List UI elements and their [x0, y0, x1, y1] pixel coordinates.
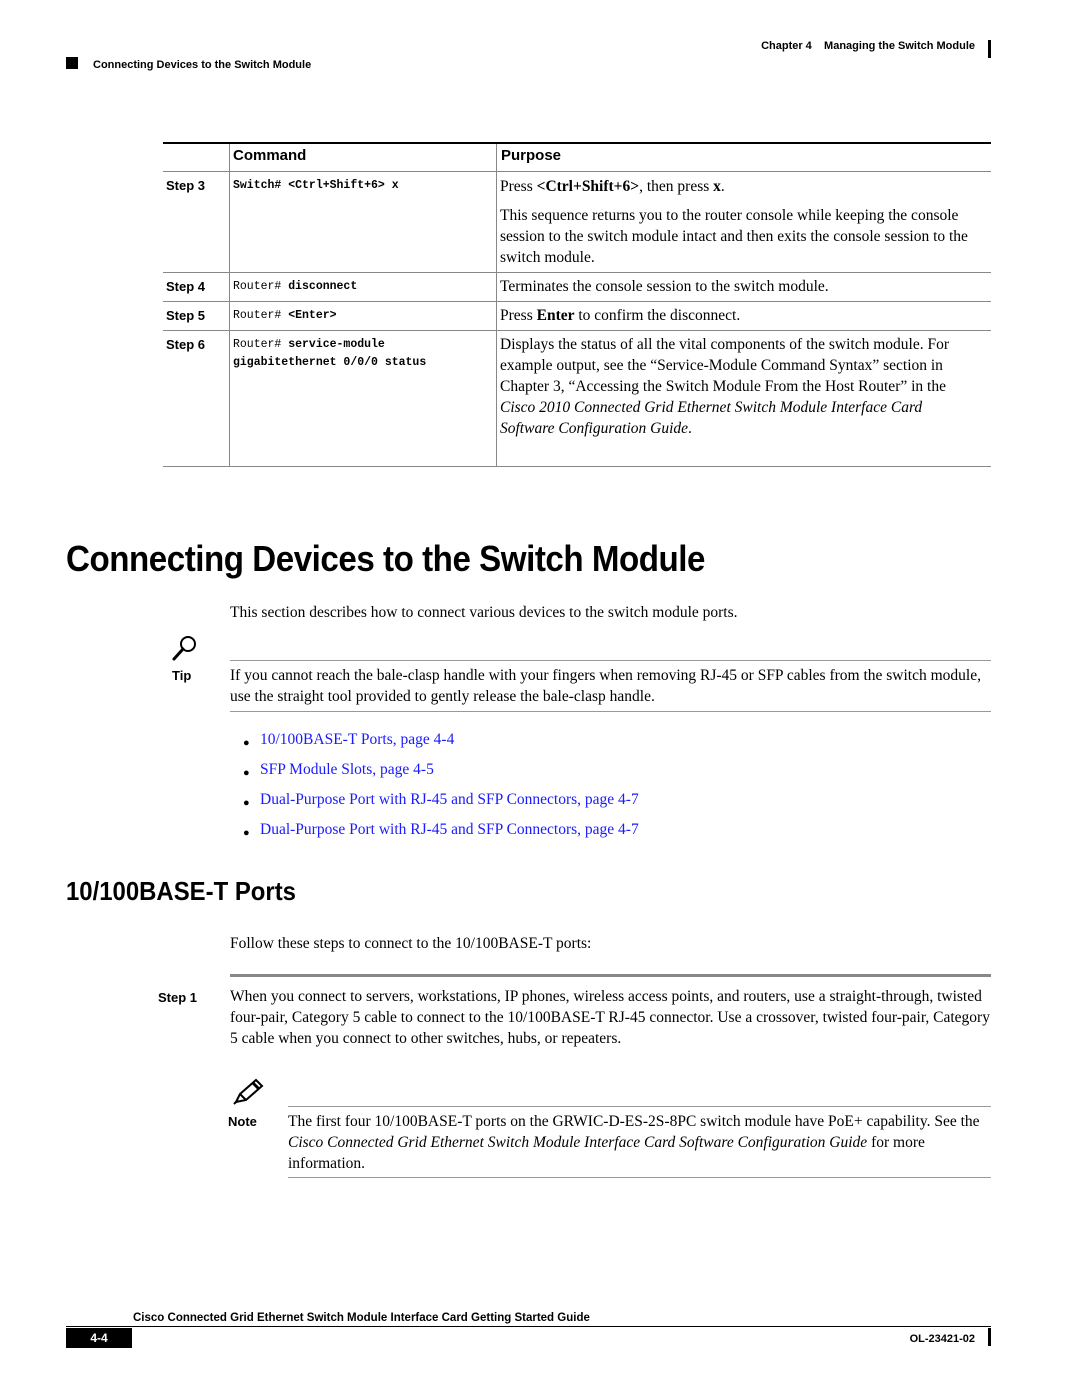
list-item [243, 791, 639, 811]
command-text: Router# service-module [233, 338, 385, 351]
table-header-purpose: Purpose [501, 147, 562, 164]
tip-text: If you cannot reach the bale-clasp handle with your fingers when removing RJ-45 or SFP cables from the switch module, use the straight tool provided to gently release the bale-clasp handle. [230, 667, 981, 705]
step-label: Step 3 [166, 178, 206, 193]
command-text: Router# <Enter> [233, 309, 337, 322]
note-text: The first four 10/100BASE-T ports on the GRWIC-D-ES-2S-8PC switch module have PoE+ capability. See the Cisco Connected Grid Ethernet Switch Module Interface Card Software Configuration Guide for more information. [288, 1113, 980, 1172]
list-item [243, 731, 455, 751]
section-title: Connecting Devices to the Switch Module [66, 538, 706, 579]
link-sfp-module-slots[interactable]: SFP Module Slots, page 4-5 [260, 761, 434, 778]
bullet-icon: ● [243, 767, 250, 779]
table-header-rule [163, 171, 991, 172]
list-item [243, 821, 639, 841]
section-intro: This section describes how to connect various devices to the switch module ports. [230, 604, 738, 621]
header-rule-bar [988, 40, 991, 58]
table-header-command: Command [233, 147, 307, 164]
bullet-icon: ● [243, 737, 250, 749]
bullet-icon: ● [243, 827, 250, 839]
subsection-title: 10/100BASE-T Ports [66, 876, 296, 906]
command-text: Router# disconnect [233, 280, 358, 293]
purpose-text: Displays the status of all the vital components of the switch module. For example output, see the “Service-Module Command Syntax” section in Chapter 3, “Accessing the Switch Module From the Host Router” in the Cisco 2010 Connected Grid Ethernet Switch Module Interface Card Software Configuration Guide. [500, 336, 950, 437]
step-label: Step 5 [166, 308, 206, 323]
note-label: Note [228, 1114, 257, 1129]
footer-rule-bar [988, 1328, 991, 1346]
table-col-divider [496, 144, 497, 466]
footer-rule [66, 1326, 991, 1327]
subsection-intro: Follow these steps to connect to the 10/100BASE-T ports: [230, 935, 592, 952]
note-bottom-rule [288, 1177, 991, 1178]
tip-top-rule [230, 660, 991, 661]
link-dual-purpose-port[interactable]: Dual-Purpose Port with RJ-45 and SFP Connectors, page 4-7 [260, 821, 639, 838]
step-label: Step 6 [166, 337, 206, 352]
step-label: Step 4 [166, 279, 206, 294]
running-header-chapter: Chapter 4 Managing the Switch Module [761, 40, 975, 52]
tip-label: Tip [172, 668, 192, 683]
bullet-icon: ● [243, 797, 250, 809]
table-top-rule [163, 142, 991, 144]
header-square-marker [66, 57, 78, 69]
page-number: 4-4 [66, 1328, 132, 1348]
purpose-text: Press Enter to confirm the disconnect. [500, 307, 741, 324]
table-bottom-rule [163, 466, 991, 467]
step-text: When you connect to servers, workstations, IP phones, wireless access points, and routers, use a straight-through, twisted four-pair, Category 5 cable to connect to the 10/100BASE-T RJ-45 connector. Use a crossover, twisted four-pair, Category 5 cable when you connect to other switches, hubs, or repeaters. [230, 988, 990, 1047]
purpose-text: This sequence returns you to the router console while keeping the console session to the switch module intact and then exits the console session to the switch module. [500, 207, 968, 266]
command-text: Switch# <Ctrl+Shift+6> x [233, 179, 399, 192]
note-top-rule [288, 1106, 991, 1107]
pencil-icon [232, 1078, 264, 1106]
table-row-rule [163, 330, 991, 331]
steps-top-rule [230, 974, 991, 977]
footer-title: Cisco Connected Grid Ethernet Switch Module Interface Card Getting Started Guide [133, 1312, 590, 1324]
purpose-text: Terminates the console session to the switch module. [500, 278, 829, 295]
table-col-divider [229, 144, 230, 466]
step-label: Step 1 [158, 990, 198, 1005]
doc-id: OL-23421-02 [909, 1333, 975, 1345]
command-text-line2: gigabitethernet 0/0/0 status [233, 356, 427, 369]
running-header-section: Connecting Devices to the Switch Module [93, 59, 312, 71]
magnifier-icon [170, 634, 200, 662]
link-dual-purpose-port[interactable]: Dual-Purpose Port with RJ-45 and SFP Connectors, page 4-7 [260, 791, 639, 808]
tip-bottom-rule [230, 711, 991, 712]
purpose-text: Press <Ctrl+Shift+6>, then press x. [500, 178, 725, 195]
list-item [243, 761, 434, 781]
link-10-100base-t-ports[interactable]: 10/100BASE-T Ports, page 4-4 [260, 731, 455, 748]
table-row-rule [163, 272, 991, 273]
table-row-rule [163, 301, 991, 302]
